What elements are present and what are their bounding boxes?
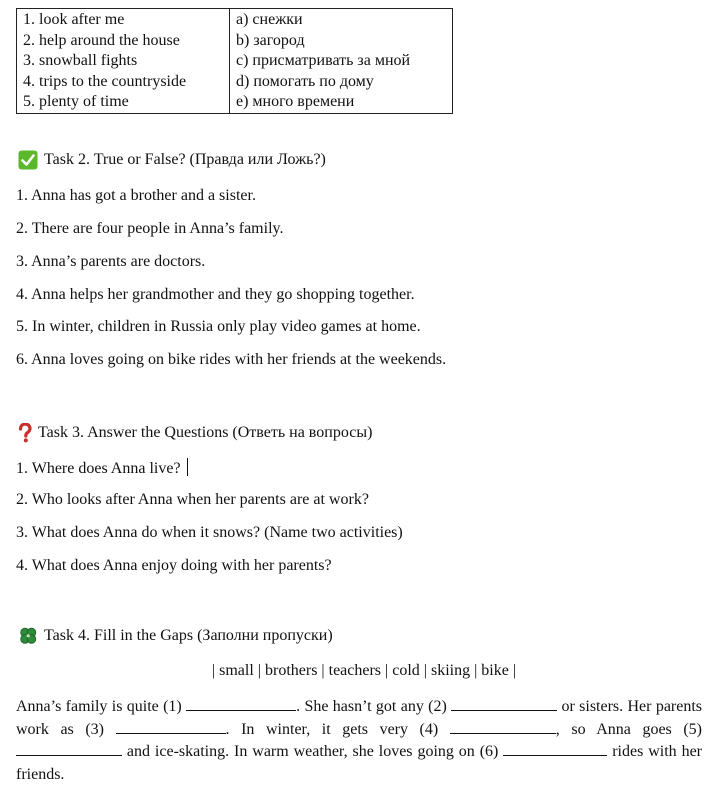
task3-question-2: 2. Who looks after Anna when her parents are at work?: [16, 491, 369, 508]
gap-5-blank[interactable]: [16, 741, 122, 756]
word-bank: | small | brothers | teachers | cold | skiing | bike |: [211, 662, 517, 679]
gap-3-blank[interactable]: [116, 719, 226, 734]
task2-statement-6: 6. Anna loves going on bike rides with her friends at the weekends.: [16, 351, 447, 368]
task2-title: Task 2. True or False? (Правда или Ложь?): [44, 151, 326, 168]
phrases-column: [17, 9, 230, 114]
phrase-4: 4. trips to the countryside: [23, 72, 187, 90]
gap-text-segment: and ice-skating. In warm weather, she loves going on (6): [122, 743, 504, 760]
text-cursor: [187, 458, 188, 476]
task2-heading: [18, 150, 326, 170]
phrase-3: 3. snowball fights: [23, 52, 138, 70]
task3-title: Task 3. Answer the Questions (Ответь на вопросы): [38, 424, 373, 441]
task2-statement-3: 3. Anna’s parents are doctors.: [16, 253, 206, 270]
task3-question-4: 4. What does Anna enjoy doing with her parents?: [16, 557, 332, 574]
task4-title: Task 4. Fill in the Gaps (Заполни пропуски): [44, 627, 333, 644]
gap-text-segment: . She hasn’t got any (2): [296, 698, 452, 715]
task3-heading: [18, 423, 372, 443]
translation-e: e) много времени: [236, 93, 355, 111]
phrase-1: 1. look after me: [23, 11, 125, 28]
gap-1-blank[interactable]: [186, 696, 296, 711]
gap-6-blank[interactable]: [503, 741, 607, 756]
translation-c: c) присматривать за мной: [236, 52, 411, 70]
clover-icon: [18, 626, 38, 646]
task2-statement-5: 5. In winter, children in Russia only play video games at home.: [16, 318, 421, 335]
task3-question-1-text: 1. Where does Anna live?: [16, 460, 181, 477]
task3-question-3: 3. What does Anna do when it snows? (Name two activities): [16, 524, 403, 541]
check-mark-icon: [18, 150, 38, 170]
translations-column: [230, 9, 453, 114]
phrase-2: 2. help around the house: [23, 31, 180, 49]
translation-b: b) загород: [236, 31, 305, 49]
gap-text-segment: Anna’s family is quite (1): [16, 698, 187, 715]
task2-statement-4: 4. Anna helps her grandmother and they go shopping together.: [16, 286, 415, 303]
gap-fill-paragraph: [16, 696, 702, 786]
translation-d: d) помогать по дому: [236, 72, 374, 90]
gap-4-blank[interactable]: [450, 719, 556, 734]
task2-statement-2: 2. There are four people in Anna’s family.: [16, 220, 284, 237]
gap-text-segment: . In winter, it gets very (4): [225, 720, 450, 738]
question-mark-icon: [18, 423, 32, 443]
phrase-5: 5. plenty of time: [23, 93, 129, 111]
gap-text-segment: or sisters. Her parents work as (3): [16, 698, 703, 738]
task3-question-1: [16, 458, 188, 478]
translation-a: a) снежки: [236, 11, 303, 28]
gap-text-segment: rides with her friends.: [16, 743, 702, 783]
task2-statement-1: 1. Anna has got a brother and a sister.: [16, 187, 256, 204]
vocabulary-match-table: [16, 8, 453, 114]
gap-text-segment: , so Anna goes (5): [555, 720, 703, 738]
gap-2-blank[interactable]: [451, 696, 557, 711]
task4-heading: [18, 626, 333, 646]
